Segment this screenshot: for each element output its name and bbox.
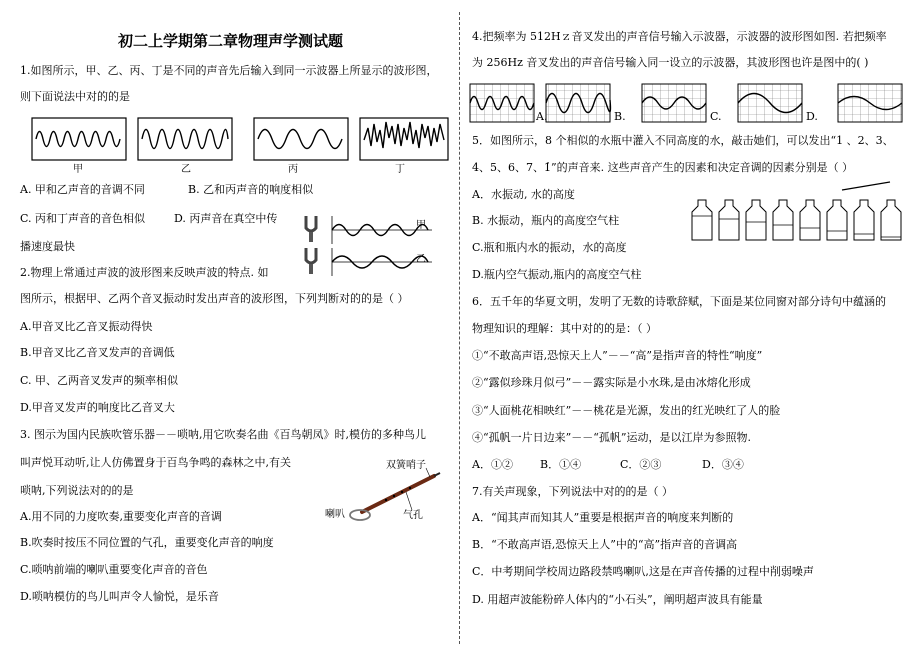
- tuning-fork-icon: [306, 216, 316, 274]
- q1-option-c: C. 丙和丁声音的音色相似: [20, 212, 146, 225]
- q6-stem-line2: 物理知识的理解：其中对的的是：（ ）: [472, 322, 657, 335]
- q3-stem-line3: 唢呐,下列说法对的的是: [20, 484, 134, 497]
- q1-stem-line1: 1.如图所示，甲、乙、丙、丁是不同的声音先后输入到同一示波器上所显示的波形图，: [20, 64, 438, 77]
- q4-scope-c: [642, 84, 706, 122]
- q2-label-jia: 甲: [416, 220, 426, 231]
- q5-stem-line2: 4、5、6、7、1̇”的声音来. 这些声音产生的因素和决定音调的因素分别是（ ）: [472, 161, 854, 174]
- q3-option-d: D.唢呐模仿的鸟儿叫声令人愉悦，是乐音: [20, 590, 219, 603]
- q2-stem-line1: 2.物理上常通过声波的波形图来反映声波的特点. 如: [20, 266, 269, 279]
- q3-label-horn: 喇叭: [325, 509, 345, 520]
- q1-waveforms: [30, 116, 450, 176]
- q7-option-c: C．中考期间学校周边路段禁鸣喇叭,这是在声音传播的过程中削弱噪声: [472, 565, 814, 578]
- q6-choice-b: B．①④: [540, 458, 582, 471]
- suona-icon: [350, 468, 440, 520]
- q1-wave-bing: [254, 118, 348, 160]
- q3-option-a: A.用不同的力度吹奏,重要变化声音的音调: [20, 510, 222, 523]
- q5-option-b: B. 水振动，瓶内的高度空气柱: [472, 214, 620, 227]
- q7-stem: 7.有关声现象，下列说法中对的的是（ ）: [472, 485, 673, 498]
- q1-label-bing: 丙: [288, 164, 298, 175]
- column-divider: [459, 12, 460, 644]
- q4-scope-a: [470, 84, 534, 122]
- q4-oscilloscope-figures: [468, 82, 908, 126]
- q5-option-c: C.瓶和瓶内水的振动，水的高度: [472, 241, 627, 254]
- q2-stem-line2: 图所示，根据甲、乙两个音叉振动时发出声音的波形图，下列判断对的的是（ ）: [20, 292, 409, 305]
- page-title: 初二上学期第二章物理声学测试题: [118, 32, 344, 50]
- q5-water-bottles: [690, 182, 905, 244]
- q1-option-a: A. 甲和乙声音的音调不同: [20, 183, 145, 196]
- q3-stem-line1: 3. 图示为国内民族吹管乐器－－唢呐,用它吹奏名曲《百鸟朝凤》时,模仿的多种鸟儿: [20, 428, 426, 441]
- q4-option-d: D.: [806, 110, 818, 123]
- q2-option-b: B.甲音叉比乙音叉发声的音调低: [20, 346, 175, 359]
- q6-item-4: ④“孤帆一片日边来”－－“孤帆”运动，是以江岸为参照物.: [472, 431, 751, 444]
- q1-wave-ding: [360, 118, 448, 160]
- q1-wave-yi: [138, 118, 232, 160]
- q1-option-d-line2: 播速度最快: [20, 240, 75, 253]
- q2-label-yi: 乙: [416, 254, 426, 265]
- q3-option-c: C.唢呐前端的喇叭重要变化声音的音色: [20, 563, 208, 576]
- q3-label-hole: 气孔: [403, 510, 423, 521]
- q5-stem-line1: 5．如图所示，8 个相似的水瓶中灌入不同高度的水，敲击她们，可以发出“1 、2、3、: [472, 134, 894, 147]
- q2-option-d: D.甲音叉发声的响度比乙音叉大: [20, 401, 175, 414]
- q6-item-1: ①“不敢高声语,恐惊天上人”－－“高”是指声音的特性“响度”: [472, 349, 763, 362]
- q1-wave-jia: [32, 118, 126, 160]
- q7-option-d: D. 用超声波能粉碎人体内的“小石头”，阐明超声波具有能量: [472, 593, 763, 606]
- q6-choice-c: C．②③: [620, 458, 662, 471]
- q6-choice-d: D．③④: [702, 458, 744, 471]
- q6-item-2: ②“露似珍珠月似弓”－－露实际是小水珠,是由冰熔化形成: [472, 376, 751, 389]
- q4-option-a: A.: [536, 110, 548, 123]
- q1-label-yi: 乙: [181, 164, 191, 175]
- q5-option-a: A．水振动, 水的高度: [472, 188, 575, 201]
- q1-stem-line2: 则下面说法中对的的是: [20, 90, 130, 103]
- q4-option-b: B.: [614, 110, 626, 123]
- q5-option-d: D.瓶内空气振动,瓶内的高度空气柱: [472, 268, 642, 281]
- q3-label-reed: 双簧哨子: [386, 460, 426, 471]
- q4-option-c: C.: [710, 110, 722, 123]
- q6-choice-a: A．①②: [472, 458, 513, 471]
- q3-suona-figure: [330, 470, 445, 530]
- q4-stem-line1: 4.把频率为 512Hｚ音叉发出的声音信号输入示波器，示波器的波形图如图. 若把频率: [472, 30, 887, 43]
- q4-scope-reference: [838, 84, 902, 122]
- q7-option-b: B．“不敢高声语,恐惊天上人”中的“高”指声音的音调高: [472, 538, 738, 551]
- q4-stem-line2: 为 256Hz 音叉发出的声音信号输入同一设立的示波器，其波形图也许是图中的( ): [472, 56, 869, 69]
- water-levels: [692, 216, 901, 237]
- striker-stick-icon: [842, 182, 890, 190]
- q1-option-b: B. 乙和丙声音的响度相似: [188, 183, 314, 196]
- q4-scope-d: [738, 84, 802, 122]
- q2-option-c: C. 甲、乙两音叉发声的频率相似: [20, 374, 179, 387]
- q7-option-a: A．“闻其声而知其人”重要是根据声音的响度来判断的: [472, 511, 734, 524]
- q6-stem-line1: 6．五千年的华夏文明，发明了无数的诗歌辞赋，下面是某位同窗对部分诗句中蕴涵的: [472, 295, 886, 308]
- q6-item-3: ③“人面桃花相映红”－－桃花是光源，发出的红光映红了人的脸: [472, 404, 781, 417]
- q2-option-a: A.甲音叉比乙音叉振动得快: [20, 320, 153, 333]
- q4-scope-b: [546, 84, 611, 122]
- q1-label-ding: 丁: [395, 164, 405, 175]
- q3-stem-line2: 叫声悦耳动听,让人仿佛置身于百鸟争鸣的森林之中,有关: [20, 456, 291, 469]
- q3-option-b: B.吹奏时按压不同位置的气孔，重要变化声音的响度: [20, 536, 274, 549]
- q1-option-d-line1: D. 丙声音在真空中传: [174, 212, 278, 225]
- q1-label-jia: 甲: [73, 164, 83, 175]
